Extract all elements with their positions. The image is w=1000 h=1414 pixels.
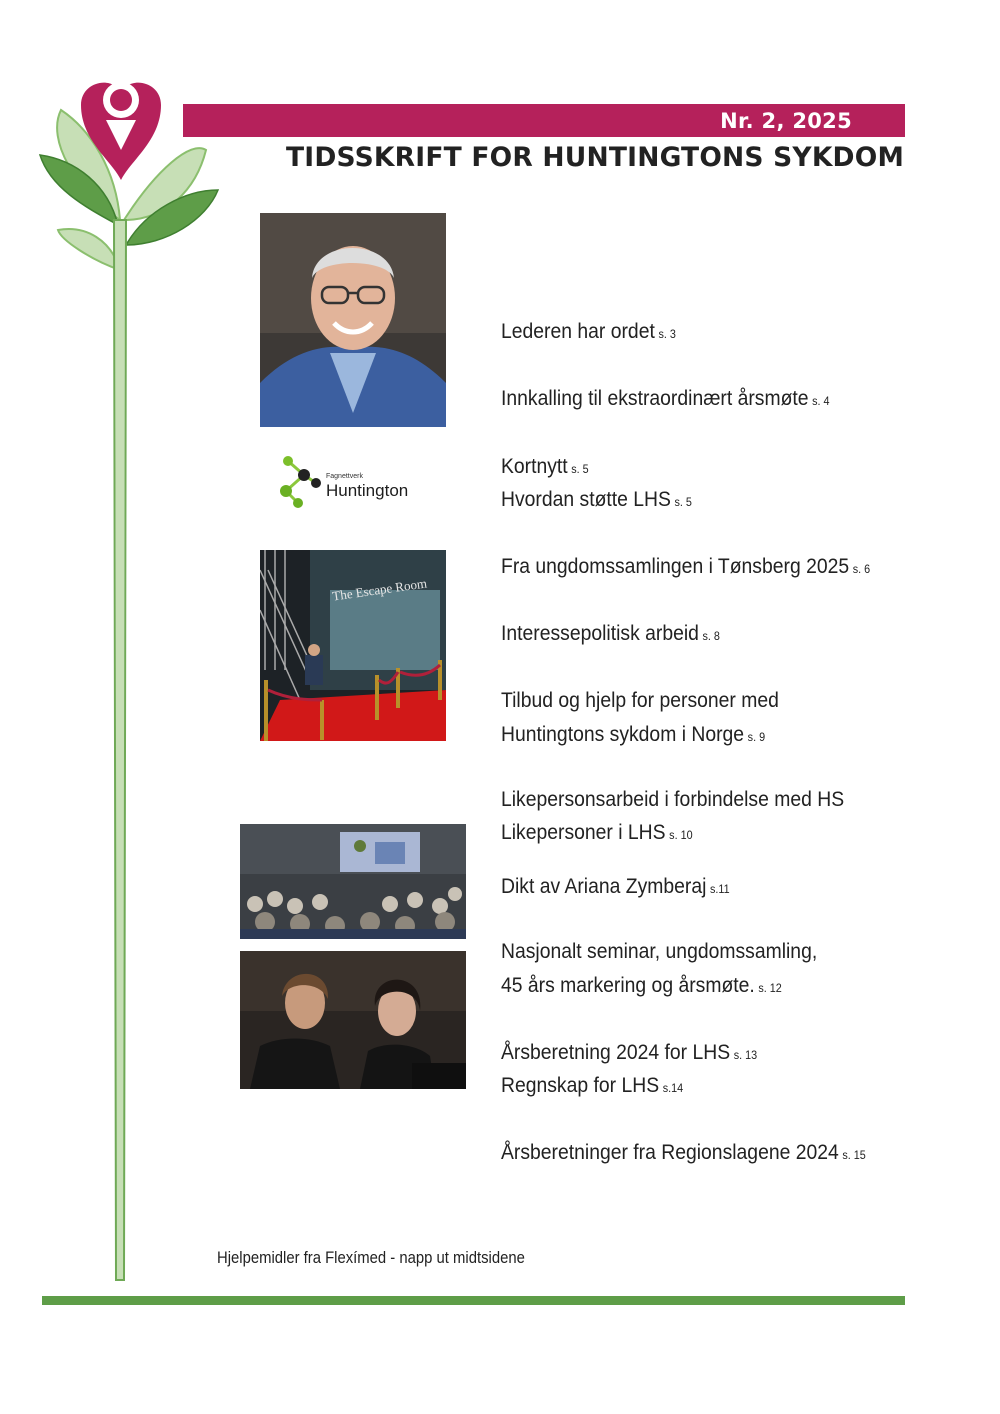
toc-page: s. 3 [658, 327, 676, 341]
toc-entry [501, 453, 589, 482]
toc-page: s. 15 [842, 1148, 866, 1162]
fagnettverk-huntington-logo [276, 453, 426, 511]
toc-title: Hvordan støtte LHS [501, 487, 671, 511]
toc-title: Kortnytt [501, 454, 568, 478]
toc-page: s. 12 [758, 981, 782, 995]
toc-entry [501, 721, 765, 750]
escape-room-sign: The Escape Room [331, 575, 428, 604]
toc-page: s. 10 [669, 828, 693, 842]
toc-title: Regnskap for LHS [501, 1073, 660, 1097]
toc-title: Nasjonalt seminar, ungdomssamling, [501, 939, 818, 963]
toc-entry [501, 1072, 683, 1101]
toc-title: Innkalling til ekstraordinært årsmøte [501, 386, 809, 410]
toc-page: s. 4 [812, 394, 830, 408]
toc-title: Likepersoner i LHS [501, 820, 666, 844]
escape-room-photo [260, 550, 446, 741]
toc-title: Likepersonsarbeid i forbindelse med HS [501, 787, 845, 811]
toc-entry [501, 553, 870, 582]
toc-entry [501, 938, 821, 967]
toc-entry [501, 1139, 866, 1168]
toc-entry [501, 687, 782, 716]
toc-title: Årsberetninger fra Regionslagene 2024 [501, 1140, 839, 1164]
toc-entry [501, 318, 676, 347]
toc-entry [501, 972, 782, 1001]
toc-entry [501, 620, 720, 649]
toc-title: 45 års markering og årsmøte. [501, 973, 755, 997]
toc-entry [501, 786, 848, 815]
toc-entry [501, 486, 692, 515]
magazine-title: TIDSSKRIFT FOR HUNTINGTONS SYKDOM [286, 142, 905, 173]
logo-name-text: Huntington [326, 481, 409, 500]
leader-portrait-photo [260, 213, 446, 427]
toc-page: s. 5 [674, 495, 692, 509]
toc-title: Tilbud og hjelp for personer med [501, 688, 779, 712]
seminar-audience-photo [240, 824, 466, 939]
issue-number: Nr. 2, 2025 [720, 109, 852, 133]
toc-page: s. 8 [702, 629, 720, 643]
logo-small-text: Fagnettverk [326, 473, 363, 480]
toc-page: s. 5 [571, 462, 589, 476]
speakers-photo [240, 951, 466, 1089]
toc-page: s. 6 [852, 562, 871, 576]
toc-page: s.11 [709, 882, 730, 896]
toc-title: Årsberetning 2024 for LHS [501, 1040, 731, 1064]
toc-title: Huntingtons sykdom i Norge [501, 722, 745, 746]
toc-entry [501, 819, 693, 848]
toc-entry [501, 385, 830, 414]
toc-title: Interessepolitisk arbeid [501, 621, 699, 645]
toc-page: s. 13 [733, 1048, 758, 1062]
toc-title: Dikt av Ariana Zymberaj [501, 874, 707, 898]
toc-entry [501, 1039, 757, 1068]
footer-bar [42, 1296, 905, 1305]
toc-title: Lederen har ordet [501, 319, 655, 343]
insert-note: Hjelpemidler fra Flexímed - napp ut midtsidene [217, 1249, 525, 1267]
toc-entry [501, 873, 730, 902]
toc-page: s. 9 [747, 730, 766, 744]
toc-title: Fra ungdomssamlingen i Tønsberg 2025 [501, 554, 850, 578]
toc-page: s.14 [662, 1081, 684, 1095]
association-logo [36, 70, 226, 1285]
